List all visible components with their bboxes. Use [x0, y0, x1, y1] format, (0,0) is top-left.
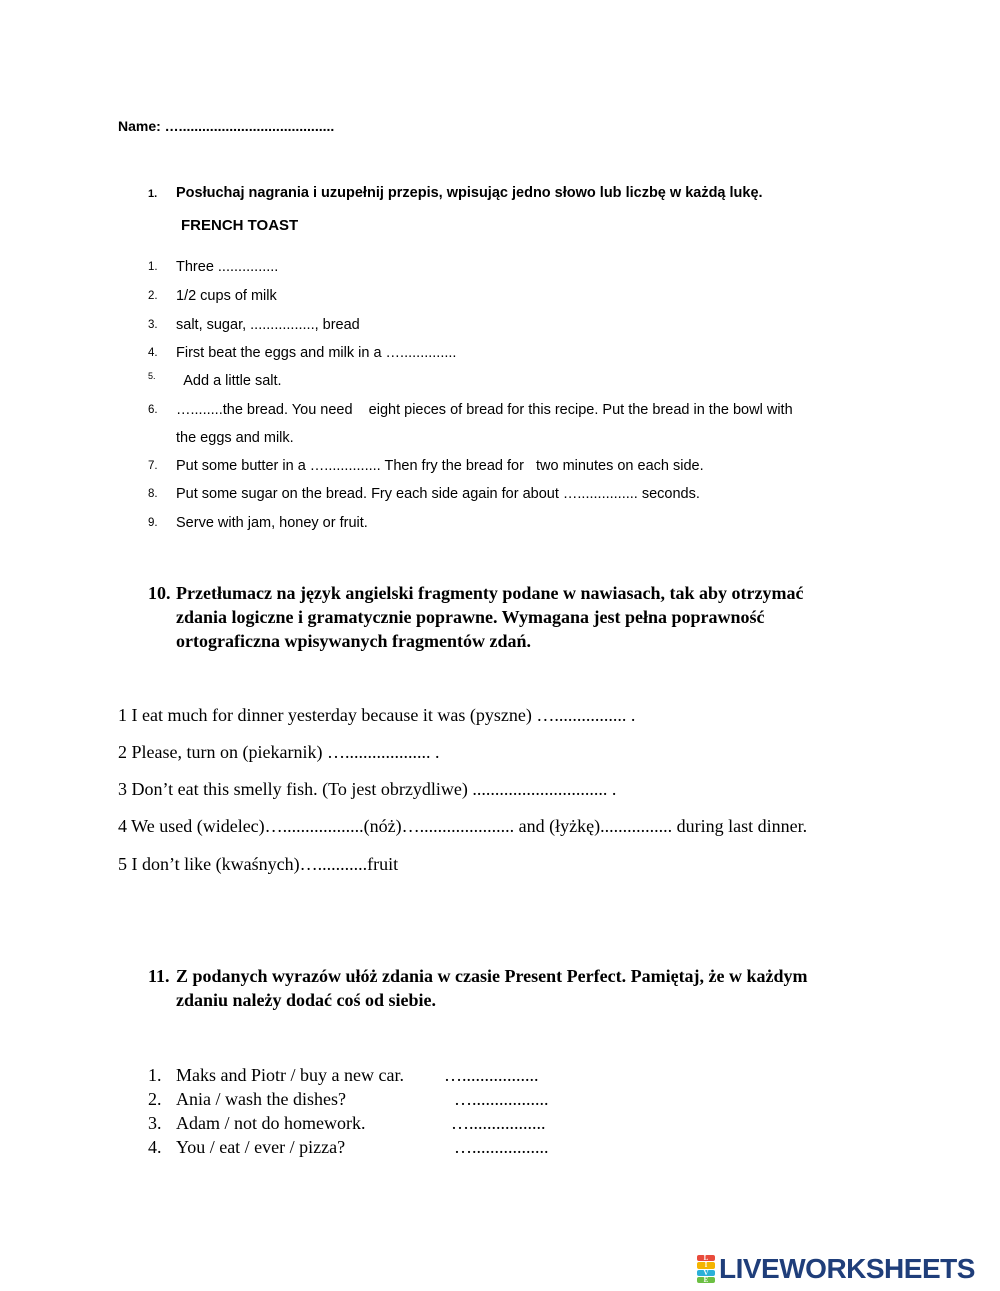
list-item-text: Serve with jam, honey or fruit.	[176, 515, 368, 531]
list-item-text: 1/2 cups of milk	[176, 288, 277, 304]
logo-blocks-icon	[697, 1255, 715, 1283]
list-item-number: 6.	[148, 404, 158, 416]
name-field-label: Name: …........................................	[118, 118, 335, 134]
instruction-line: Przetłumacz na język angielski fragmenty podane w nawiasach, tak aby otrzymać	[176, 583, 804, 603]
list-item-number: 9.	[148, 517, 158, 529]
instruction-line: ortograficzna wpisywanych fragmentów zdań.	[176, 631, 531, 651]
list-item-number: 4.	[148, 347, 158, 359]
logo-block: L	[697, 1255, 715, 1261]
list-item-number: 3.	[148, 1113, 162, 1133]
list-item-text: salt, sugar, ................, bread	[176, 317, 360, 333]
instruction-line: Z podanych wyrazów ułóż zdania w czasie Present Perfect. Pamiętaj, że w każdym	[176, 966, 808, 986]
list-item-number: 7.	[148, 460, 158, 472]
exercise-11-number: 11.	[148, 966, 170, 986]
list-item-text-continuation: the eggs and milk.	[176, 430, 294, 446]
instruction-line: zdaniu należy dodać coś od siebie.	[176, 990, 437, 1010]
list-item-text: Adam / not do homework.	[176, 1113, 366, 1133]
list-item-text: Put some butter in a ….............. Then fry the bread for two minutes on each side.	[176, 458, 704, 474]
exercise-1-number: 1.	[148, 188, 158, 200]
list-item-text: Ania / wash the dishes?	[176, 1089, 346, 1109]
list-item-text: Add a little salt.	[176, 373, 282, 389]
instruction-line: zdania logiczne i gramatycznie poprawne. Wymagana jest pełna poprawność	[176, 607, 765, 627]
recipe-title: FRENCH TOAST	[181, 217, 299, 234]
list-item-number: 2.	[148, 290, 158, 302]
list-item-number: 4.	[148, 1137, 162, 1157]
translation-sentence: 2 Please, turn on (piekarnik) …................... .	[118, 742, 440, 762]
list-item-number: 5.	[148, 371, 156, 381]
list-item-number: 3.	[148, 319, 158, 331]
list-item-text: First beat the eggs and milk in a …..............	[176, 345, 457, 361]
exercise-1-instruction	[148, 185, 763, 201]
list-item-text: You / eat / ever / pizza?	[176, 1137, 346, 1157]
answer-gap: ….................	[444, 1065, 539, 1085]
list-item-number: 8.	[148, 488, 158, 500]
logo-block: E	[697, 1277, 715, 1283]
list-item-text: Maks and Piotr / buy a new car.	[176, 1065, 404, 1085]
list-item-number: 2.	[148, 1089, 162, 1109]
logo-block: V	[697, 1270, 715, 1276]
translation-sentence: 5 I don’t like (kwaśnych)…...........fruit	[118, 854, 399, 874]
logo-block: I	[697, 1262, 715, 1268]
translation-sentence: 3 Don’t eat this smelly fish. (To jest obrzydliwe) .............................. .	[118, 779, 617, 799]
translation-sentence: 4 We used (widelec)…..................(nóż)…..................... and (łyżkę)................ during last dinner.	[118, 816, 808, 836]
logo-text: LIVEWORKSHEETS	[719, 1253, 975, 1284]
answer-gap: ….................	[451, 1113, 546, 1133]
exercise-10-number: 10.	[148, 583, 171, 603]
answer-gap: ….................	[454, 1089, 549, 1109]
list-item-text: Put some sugar on the bread. Fry each side again for about …............... seconds.	[176, 486, 700, 502]
answer-gap: ….................	[454, 1137, 549, 1157]
list-item-number: 1.	[148, 261, 158, 273]
list-item-text: …........the bread. You need eight pieces of bread for this recipe. Put the bread in the bowl with	[176, 402, 793, 418]
translation-sentence: 1 I eat much for dinner yesterday because it was (pyszne) …................ .	[118, 705, 636, 725]
liveworksheets-logo	[697, 1254, 975, 1284]
list-item-number: 1.	[148, 1065, 162, 1085]
list-item-text: Three ...............	[176, 259, 279, 275]
exercise-1-text: Posłuchaj nagrania i uzupełnij przepis, wpisując jedno słowo lub liczbę w każdą lukę.	[176, 185, 763, 201]
